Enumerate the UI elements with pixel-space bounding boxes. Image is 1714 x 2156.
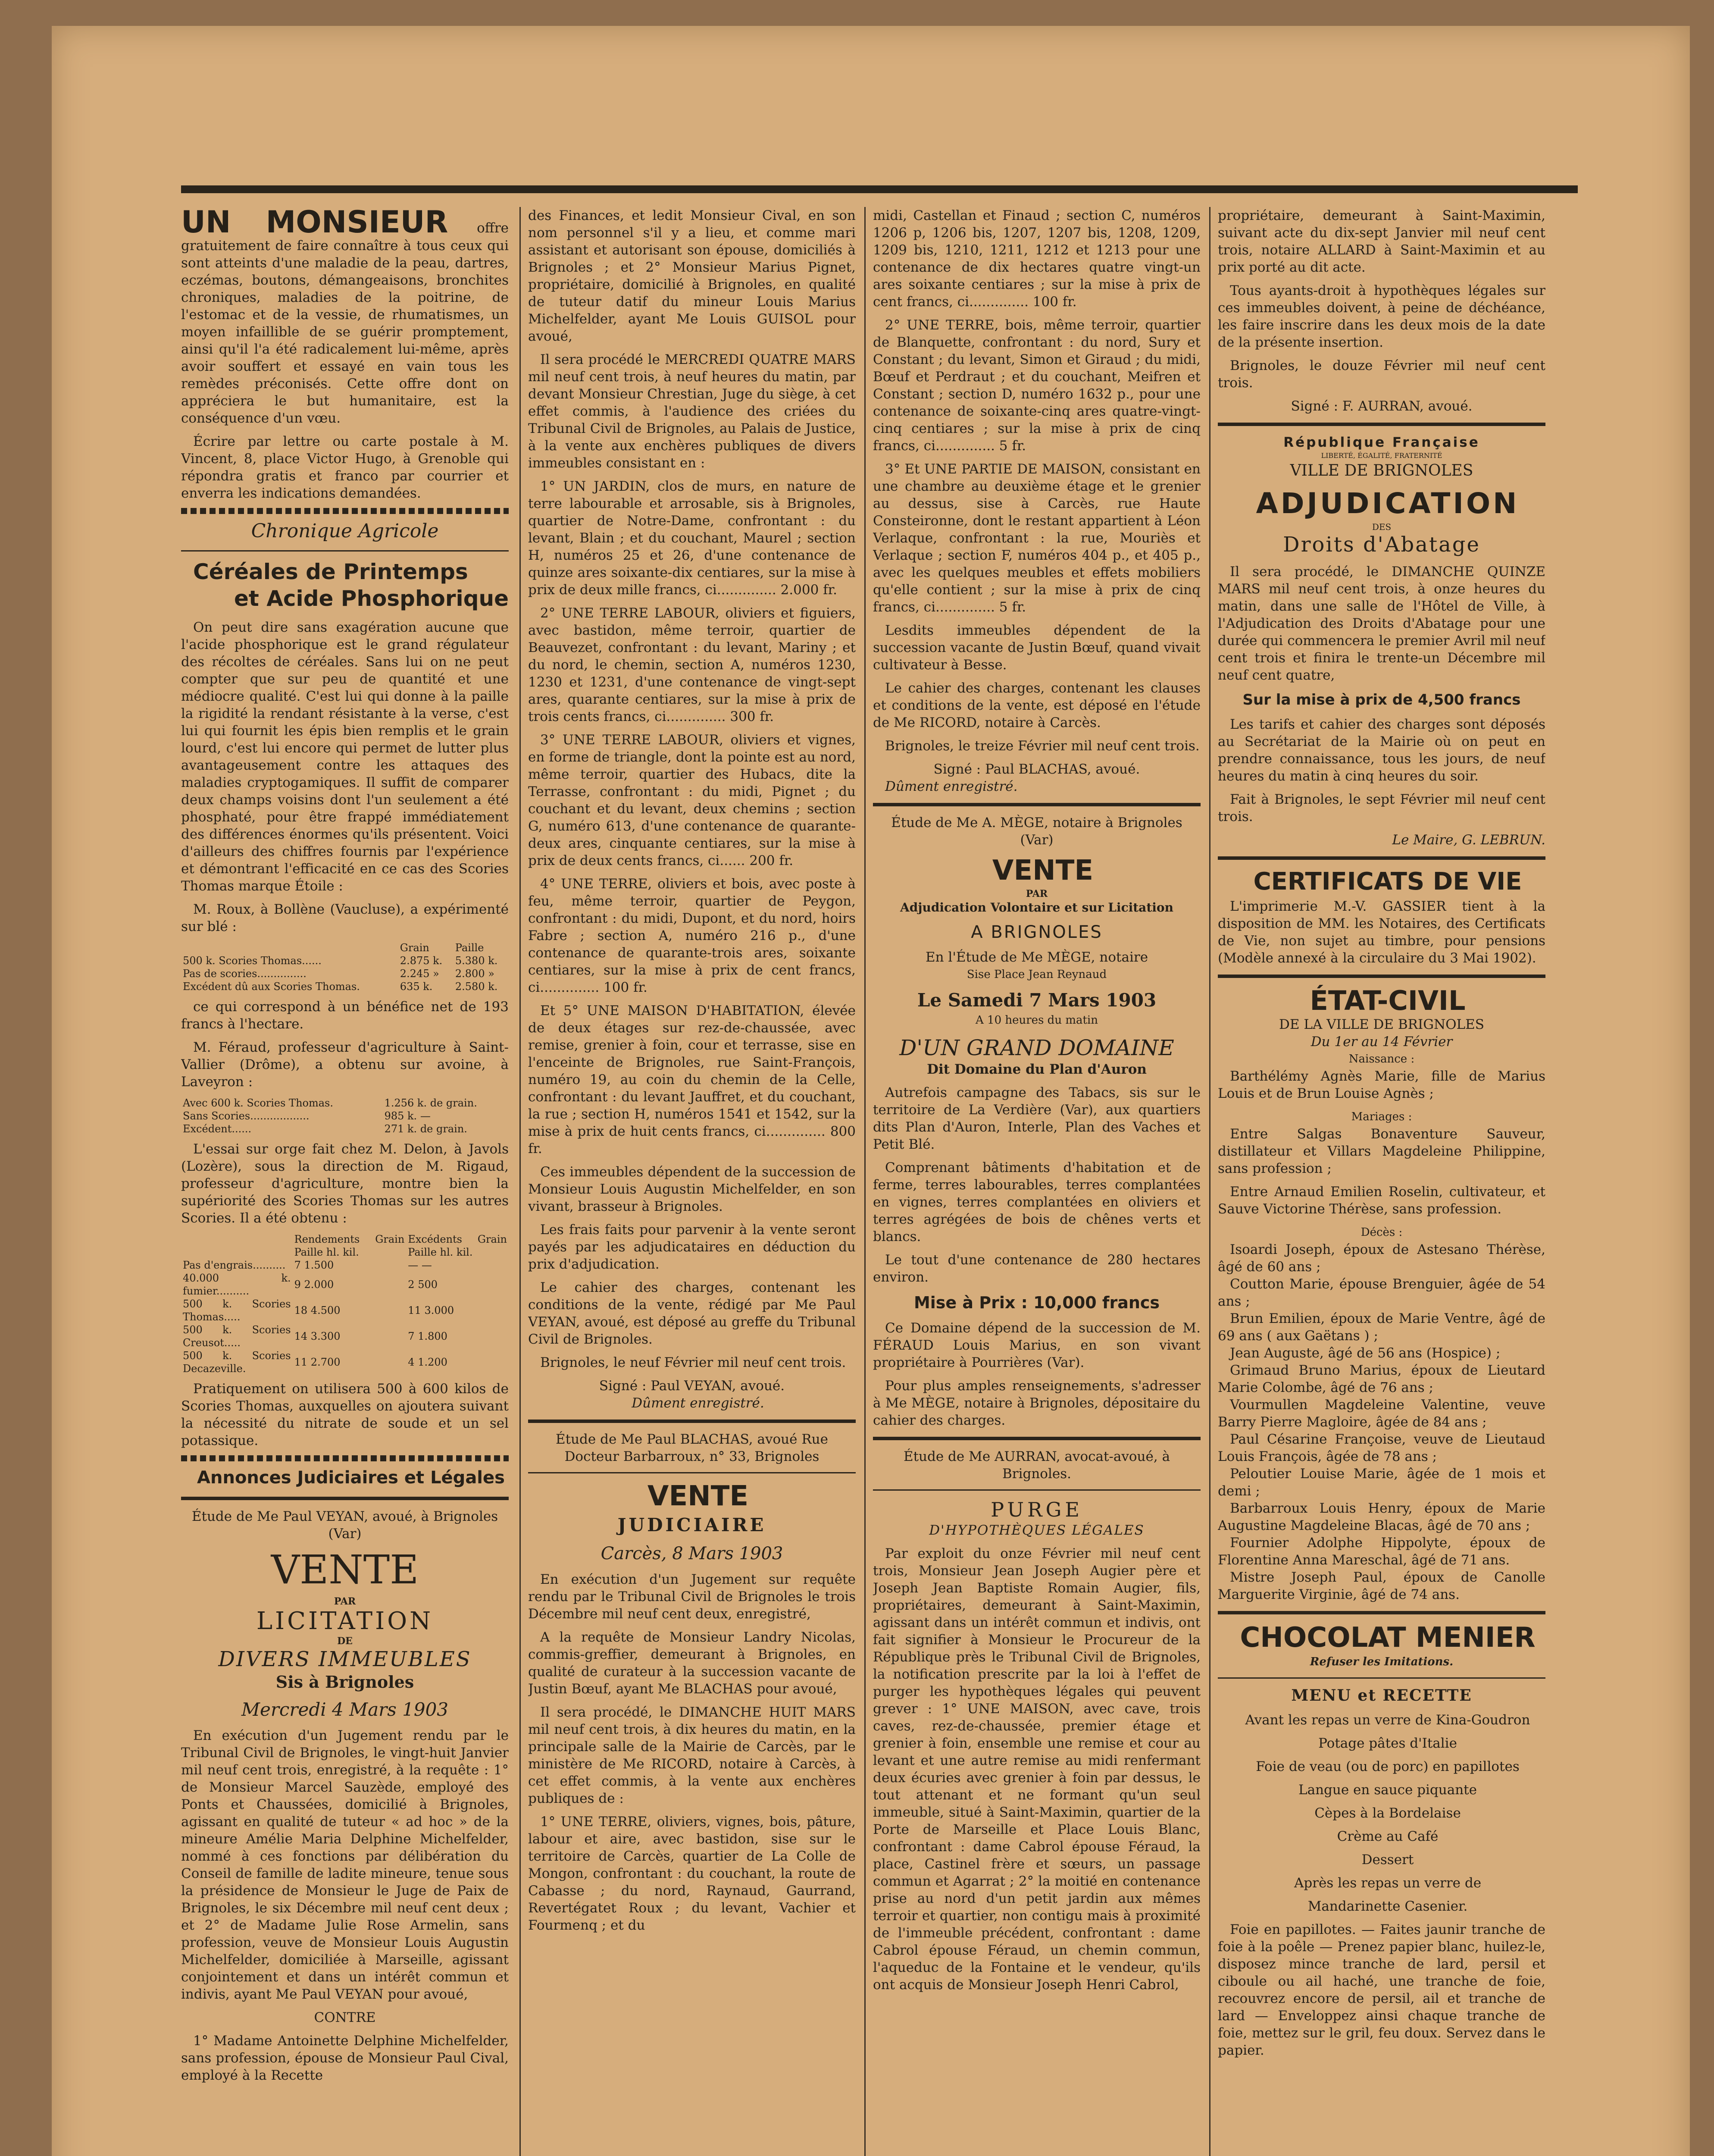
divider	[873, 1489, 1201, 1491]
licitation-paragraph: Le cahier des charges, contenant les conditions de la vente, rédigé par Me Paul VEYAN, avoué, est déposé au greffe du Tribunal Civil de Brignoles.	[528, 1280, 856, 1347]
ornament-divider	[181, 1455, 509, 1461]
naissance-label: Naissance :	[1348, 1053, 1415, 1065]
deces-entry: Coutton Marie, épouse Brenguier, âgée de 54 ans ;	[1218, 1276, 1545, 1309]
lot-paragraph: 3° UNE TERRE LABOUR, oliviers et vignes, en forme de triangle, dont la pointe est au nord, même terroir, quartier des Hubacs, dite la Terrasse, confrontant : du midi, Pignet ; du couchant et du levant, deux chemins ; section G, numéro 613, d'une contenance de quarante-deux ares, cinquante centiares, sur la mise à prix de deux cents francs, ci...... 200 fr.	[528, 732, 856, 868]
lot-paragraph: 4° UNE TERRE, oliviers et bois, avec poste à feu, même terroir, quartier de Peygon, confrontant : du midi, Dupont, et du nord, hoirs Fabre ; section A, numéro 216 p., d'une contenance de quarante-trois ares, soixante centiares, sur la mise à prix de cent francs, ci.............. 100 fr.	[528, 876, 856, 995]
cereales-paragraph: L'essai sur orge fait chez M. Delon, à Javols (Lozère), sous la direction de M. Rigaud, professeur d'agriculture, montre bien la supériorité des Scories Thomas sur les autres Scories. Il a été obtenu :	[181, 1141, 509, 1226]
vente-title: VENTE	[271, 1547, 419, 1593]
lot-continued: midi, Castellan et Finaud ; section C, numéros 1206 p, 1206 bis, 1207, 1207 bis, 1208, 1209, 1209 bis, 1210, 1211, 1212 et 1213 pour une contenance de dix hectares quatre vingt-un ares soixante centiares ; sur la mise à prix de cent francs, ci.............. 100 fr.	[873, 208, 1201, 310]
results-table-delon: Rendements Grain Paille hl. kil. Excédents Grain Paille hl. kil. Pas d'engrais.......... 7 1.500 — — 40.000 k. fumier.......... 9 2.000 2 500 500 k. Scories Thomas..... 18 4.500 11 3.000 500 k. Scories Creusot..... 14 3.300 7 1.800 500 k. Scories Decazeville. 11 2.700 4 1.200	[183, 1233, 507, 1375]
judiciaire-paragraph: A la requête de Monsieur Landry Nicolas, commis-greffier, demeurant à Brignoles, en qualité de curateur à la succession vacante de Justin Bœuf, ayant Me BLACHAS pour avoué,	[528, 1630, 856, 1697]
date-mercredi: Mercredi 4 Mars 1903	[241, 1699, 449, 1720]
heure: A 10 heures du matin	[975, 1014, 1098, 1027]
divider	[181, 1497, 509, 1500]
hypotheques-title: D'HYPOTHÈQUES LÉGALES	[929, 1523, 1145, 1538]
cereales-paragraph: On peut dire sans exagération aucune que l'acide phosphorique est le grand régulateur des récoltes de céréales. Sans lui on ne peut compter que sur peu de quantité et une médiocre qualité. C'est lui qui donne à la paille la rigidité la rendant résistante à la verse, c'est lui qui fournit les épis bien remplis et le grain lourd, c'est lui encore qui permet de lutter plus avantageusement contre les attaques des maladies cryptogamiques. Il suffit de comparer deux champs voisins dont l'un seulement a été phosphaté, pour être frappé immédiatement des différences énormes qu'ils présentent. Voici d'ailleurs des chiffres fournis par l'expérience et démontrant l'efficacité en ce cas des Scories Thomas marque Étoile :	[181, 620, 509, 894]
menu-item: Langue en sauce piquante	[1298, 1782, 1477, 1798]
signature: Signé : Paul BLACHAS, avoué.	[933, 761, 1140, 777]
dit-domaine: Dit Domaine du Plan d'Auron	[927, 1062, 1147, 1077]
domaine-paragraph: Pour plus amples renseignements, s'adresser à Me MÈGE, notaire à Brignoles, dépositaire du cahier des charges.	[873, 1378, 1201, 1428]
cereales-paragraph: Pratiquement on utilisera 500 à 600 kilos de Scories Thomas, auxquelles on ajoutera suivant la nécessité du nitrate de soude et un sel potassique.	[181, 1381, 509, 1448]
maire-signature: Le Maire, G. LEBRUN.	[1392, 832, 1545, 848]
menu-item: Foie de veau (ou de porc) en papillotes	[1256, 1759, 1520, 1774]
licitation-title: LICITATION	[256, 1607, 434, 1635]
monsieur-text: offre gratuitement de faire connaître à tous ceux qui sont atteints d'une maladie de la peau, dartres, eczémas, boutons, démangeaisons, bronchites chroniques, maladies de la poitrine, de l'estomac et de la vessie, de rhumatismes, un moyen infaillible de se guérir promptement, ainsi qu'il l'a été radicalement lui-même, après avoir souffert et essayé en vain tous les remèdes préconisés. Cette offre dont on appréciera le but humanitaire, est la conséquence d'un vœu.	[181, 220, 509, 426]
lot-paragraph: 2° UNE TERRE LABOUR, oliviers et figuiers, avec bastidon, même terroir, quartier de Beauvezet, confrontant : du levant, Mariny ; et du nord, le chemin, section A, numéros 1230, 1230 et 1231, d'une contenance de vingt-sept ares, quarante centiares, sur la mise à prix de trois cents francs, ci.............. 300 fr.	[528, 605, 856, 724]
certificats-title: CERTIFICATS DE VIE	[1253, 868, 1522, 896]
naissance-entry: Barthélémy Agnès Marie, fille de Marius Louis et de Brun Louise Agnès ;	[1218, 1069, 1545, 1101]
mise-a-prix: Mise à Prix : 10,000 francs	[913, 1293, 1160, 1312]
lot-paragraph: 2° UNE TERRE, bois, même terroir, quartier de Blanquette, confrontant : du nord, Sury et Constant ; du levant, Simon et Giraud ; du midi, Bœuf et Perdraut ; et du couchant, Meifren et Constant ; section D, numéro 1632 p., pour une contenance de soixante-cinq ares quatre-vingt-cinq centiares ; sur la mise à prix de cinq francs, ci.............. 5 fr.	[873, 317, 1201, 454]
column-rule	[864, 207, 866, 2156]
par-label: PAR	[334, 1596, 356, 1607]
recette-paragraph: Foie en papillotes. — Faites jaunir tranche de foie à la poêle — Prenez papier blanc, huilez-le, disposez mince tranche de lard, persil et ciboule ou ail haché, une tranche de foie, recouvrez encore de persil, ail et tranche de lard — Enveloppez ainsi chaque tranche de foie, mettez sur le gril, feu doux. Servez dans le papier.	[1218, 1922, 1545, 2058]
grand-domaine: D'UN GRAND DOMAINE	[899, 1035, 1174, 1060]
domaine-paragraph: Ce Domaine dépend de la succession de M. FÉRAUD Louis Marius, en son vivant propriétaire à Pourrières (Var).	[873, 1320, 1201, 1370]
judiciaire-paragraph: Il sera procédé, le DIMANCHE HUIT MARS mil neuf cent trois, à dix heures du matin, en la principale salle de la Mairie de Carcès, par le ministère de Me RICORD, notaire à Carcès, à cet effet commis, à la vente aux enchères publiques de :	[528, 1705, 856, 1806]
contre-label: CONTRE	[314, 2010, 376, 2025]
samedi-date: Le Samedi 7 Mars 1903	[917, 990, 1157, 1011]
deces-entry: Barbarroux Louis Henry, époux de Marie Augustine Magdeleine Blacas, âgé de 70 ans ;	[1218, 1501, 1545, 1533]
mariage-entry: Entre Salgas Bonaventure Sauveur, distillateur et Villars Magdeleine Philippine, sans profession ;	[1218, 1126, 1545, 1176]
deces-entry: Jean Auguste, âgé de 56 ans (Hospice) ;	[1230, 1345, 1501, 1361]
judiciaire-paragraph: Brignoles, le treize Février mil neuf cent trois.	[885, 738, 1200, 754]
monsieur-heading: UN MONSIEUR	[181, 207, 448, 240]
newspaper-page	[52, 26, 1690, 2156]
annonces-title: Annonces Judiciaires et Légales	[197, 1468, 505, 1488]
judiciaire-paragraph: En exécution d'un Jugement sur requête rendu par le Tribunal Civil de Brignoles le trois Décembre mil neuf cent deux, enregistré,	[528, 1572, 856, 1622]
de-label: DE	[337, 1636, 353, 1647]
purge-paragraph: Par exploit du onze Février mil neuf cent trois, Monsieur Jean Joseph Augier père et Joseph Jean Baptiste Romain Augier, fils, propriétaires, demeurant à Saint-Maximin, agissant dans un intérêt commun et indivis, ont fait signifier à Monsieur le Procureur de la République près le Tribunal Civil de Brignoles, la notification prescrite par la loi à l'effet de purger les hypothèques légales qui peuvent grever : 1° UNE MAISON, avec cave, trois caves, rez-de-chaussée, premier étage et grenier à foin, ensemble une remise et cour au levant et une autre remise au midi renfermant deux écuries avec grenier à foin par dessus, le tout attenant et ne formant qu'un seul immeuble, situé à Saint-Maximin, quartier de la Porte de Marseille et Place Louis Blanc, confrontant : dame Cabrol épouse Féraud, la place, Castinel frère et sœurs, un passage commun et Agarrat ; 2° la moitié en contenance prise au nord d'un petit jardin aux mêmes terroir et quartier, non contigu mais à proximité de l'immeuble précédent, confrontant : dame Cabrol épouse Féraud, un chemin commun, l'aqueduc de la Fontaine et le vendeur, qu'ils ont acquis de Monsieur Joseph Henri Cabrol,	[873, 1546, 1201, 1993]
column-rule	[519, 207, 521, 2156]
lot-paragraph: 1° UN JARDIN, clos de murs, en nature de terre labourable et arrosable, sis à Brignoles, quartier de Notre-Dame, confrontant : du levant, Blain ; et du couchant, Maurel ; section H, numéros 25 et 26, d'une contenance de quinze ares soixante-dix centiares, sur la mise à prix de deux mille francs, ci.............. 2.000 fr.	[528, 479, 856, 598]
menu-item: Après les repas un verre de	[1294, 1875, 1482, 1891]
purge-paragraph: Brignoles, le douze Février mil neuf cent trois.	[1218, 358, 1545, 391]
chocolat-menier: CHOCOLAT MENIER	[1240, 1622, 1536, 1654]
menu-item: Dessert	[1361, 1852, 1414, 1868]
adjudication-line: Adjudication Volontaire et sur Licitation	[900, 900, 1173, 915]
etat-civil-period: Du 1er au 14 Février	[1311, 1034, 1453, 1050]
certificats-paragraph: L'imprimerie M.-V. GASSIER tient à la disposition de MM. les Notaires, des Certificats de Vie, non sujet au timbre, pour pensions (Modèle annexé à la circulaire du 3 Mai 1902).	[1218, 899, 1545, 966]
adjudication-paragraph: Fait à Brignoles, le sept Février mil neuf cent trois.	[1218, 792, 1545, 824]
domaine-paragraph: Autrefois campagne des Tabacs, sis sur le territoire de La Verdière (Var), aux quartiers dits Plan d'Auron, Interle, Plan des Vaches et Petit Blé.	[873, 1085, 1201, 1152]
judiciaire-paragraph: Le cahier des charges, contenant les clauses et conditions de la vente, est déposé en l'étude de Me RICORD, notaire à Carcès.	[873, 680, 1201, 730]
judiciaire-title: JUDICIAIRE	[617, 1514, 766, 1536]
menu-item: Avant les repas un verre de Kina-Goudron	[1245, 1712, 1530, 1728]
licitation-paragraph: Il sera procédé le MERCREDI QUATRE MARS mil neuf cent trois, à neuf heures du matin, par devant Monsieur Chrestian, Juge du siège, à cet effet commis, à l'audience des criées du Tribunal Civil de Brignoles, au Palais de Justice, à la vente aux enchères publiques de divers immeubles consistant en :	[528, 352, 856, 471]
deces-entry: Mistre Joseph Paul, époux de Canolle Marguerite Virginie, âgé de 74 ans.	[1218, 1570, 1545, 1602]
column-1	[181, 207, 509, 2156]
deces-entry: Peloutier Louise Marie, âgée de 1 mois et demi ;	[1218, 1466, 1545, 1499]
ville-brignoles: VILLE DE BRIGNOLES	[1290, 462, 1473, 479]
cereales-paragraph: M. Roux, à Bollène (Vaucluse), a expérimenté sur blé :	[181, 902, 509, 934]
menu-item: Crème au Café	[1337, 1829, 1439, 1844]
licitation-paragraph: En exécution d'un Jugement rendu par le Tribunal Civil de Brignoles, le vingt-huit Janvier mil neuf cent trois, enregistré, à la requête : 1° de Monsieur Marcel Sauzède, employé des Ponts et Chaussées, domicilié à Brignoles, agissant en qualité de tuteur « ad hoc » de la mineure Amélie Maria Delphine Michelfelder, nommé à ces fonctions par délibération du Conseil de famille de ladite mineure, tenue sous la présidence de Monsieur le Juge de Paix de Brignoles, le six Décembre mil neuf cent deux ; et 2° de Madame Julie Rose Armelin, sans profession, veuve de Monsieur Louis Augustin Michelfelder, domiciliée à Marseille, agissant conjointement et dans un intérêt commun et indivis, ayant Me Paul VEYAN pour avoué,	[181, 1728, 509, 2002]
column-3	[873, 207, 1201, 2156]
judiciaire-paragraph: Lesdits immeubles dépendent de la succession vacante de Justin Bœuf, quand vivait cultivateur à Besse.	[873, 623, 1201, 673]
divider	[1218, 975, 1545, 978]
mariage-entry: Entre Arnaud Emilien Roselin, cultivateur, et Sauve Victorine Thérèse, sans profession.	[1218, 1184, 1545, 1217]
purge-title: PURGE	[991, 1498, 1083, 1521]
adjudication-paragraph: Les tarifs et cahier des charges sont déposés au Secrétariat de la Mairie où on peut en prendre connaissance, tous les jours, de neuf heures du matin à cinq heures du soir.	[1218, 717, 1545, 784]
date-carces: Carcès, 8 Mars 1903	[601, 1544, 783, 1564]
purge-continued: propriétaire, demeurant à Saint-Maximin, suivant acte du dix-sept Janvier mil neuf cent trois, notaire ALLARD à Saint-Maximin et au prix porté au dit acte.	[1218, 208, 1545, 275]
deces-entry: Grimaud Bruno Marius, époux de Lieutard Marie Colombe, âgé de 76 ans ;	[1218, 1363, 1545, 1395]
etude-aurran: Étude de Me AURRAN, avocat-avoué, à Brignoles.	[903, 1449, 1170, 1482]
republique-francaise: République Française	[1283, 435, 1480, 450]
sis-brignoles: Sis à Brignoles	[275, 1672, 414, 1692]
devise: LIBERTÉ, ÉGALITÉ, FRATERNITÉ	[1321, 451, 1442, 460]
cereales-paragraph: ce qui correspond à un bénéfice net de 193 francs à l'hectare.	[181, 999, 509, 1032]
column-2	[528, 207, 856, 2156]
par-label: PAR	[1026, 888, 1048, 899]
etude-mege: Étude de Me A. MÈGE, notaire à Brignoles (Var)	[891, 815, 1182, 848]
domaine-paragraph: Comprenant bâtiments d'habitation et de ferme, terres labourables, terres complantées en vignes, terres complantées en oliviers et terres agrégées de bois de chênes verts et blancs.	[873, 1160, 1201, 1244]
enregistre: Dûment enregistré.	[885, 779, 1018, 794]
mariages-label: Mariages :	[1351, 1110, 1412, 1123]
licitation-paragraph: Brignoles, le neuf Février mil neuf cent trois.	[540, 1355, 846, 1370]
menu-item: Potage pâtes d'Italie	[1318, 1736, 1457, 1751]
results-table-roux: Grain Paille 500 k. Scories Thomas...... 2.875 k. 5.380 k. Pas de scories............... 2.245 » 2.800 » Excédent dû aux Scories Thomas. 635 k. 2.580 k.	[183, 942, 498, 993]
column-4	[1218, 207, 1545, 2156]
licitation-paragraph: 1° Madame Antoinette Delphine Michelfelder, sans profession, épouse de Monsieur Paul Cival, employé à la Recette	[181, 2033, 509, 2083]
top-rule	[181, 185, 1578, 193]
des-label: DES	[1372, 522, 1392, 532]
deces-entry: Vourmullen Magdeleine Valentine, veuve Barry Pierre Magloire, âgée de 84 ans ;	[1218, 1397, 1545, 1430]
cereales-title-2: et Acide Phosphorique	[234, 586, 509, 611]
chronique-title: Chronique Agricole	[251, 520, 439, 542]
menu-item: Cèpes à la Bordelaise	[1314, 1805, 1461, 1821]
vente-title: VENTE	[647, 1480, 749, 1512]
droits-abatage: Droits d'Abatage	[1283, 533, 1480, 557]
lot-paragraph: 1° UNE TERRE, oliviers, vignes, bois, pâture, labour et aire, avec bastidon, sise sur le territoire de Carcès, quartier de La Colle de Mongon, confrontant : du couchant, la route de Cabasse ; du nord, Raynaud, Gaurrand, Revertégatet Roux ; du levant, Vachier et Fourmenq ; et du	[528, 1814, 856, 1933]
divider	[528, 1472, 856, 1473]
en-etude: En l'Étude de Me MÈGE, notaire	[925, 950, 1148, 965]
etude-blachas: Étude de Me Paul BLACHAS, avoué Rue Docteur Barbarroux, n° 33, Brignoles	[556, 1432, 828, 1464]
monsieur-address: Écrire par lettre ou carte postale à M. Vincent, 8, place Victor Hugo, à Grenoble qui répondra gratis et franco par courrier et enverra les indications demandées.	[181, 434, 509, 501]
domaine-paragraph: Le tout d'une contenance de 280 hectares environ.	[873, 1252, 1201, 1285]
cereales-title-1: Céréales de Printemps	[193, 559, 468, 584]
divider	[1218, 423, 1545, 426]
results-table-feraud: Avec 600 k. Scories Thomas. 1.256 k. de grain. Sans Scories.................. 985 k. — Excédent...... 271 k. de grain.	[183, 1097, 477, 1135]
deces-entry: Brun Emilien, époux de Marie Ventre, âgé de 69 ans ( aux Gaëtans ) ;	[1218, 1311, 1545, 1344]
licitation-continued: des Finances, et ledit Monsieur Cival, en son nom personnel s'il y a lieu, et comme mari assistant et autorisant son épouse, domiciliés à Brignoles ; et 2° Monsieur Marius Pignet, propriétaire, domicilié à Brignoles, en qualité de tuteur datif du mineur Louis Marius Michelfelder, ayant Me Louis GUISOL pour avoué,	[528, 208, 856, 344]
etude-veyan: Étude de Me Paul VEYAN, avoué, à Brignoles (Var)	[191, 1509, 498, 1542]
divider	[873, 1437, 1201, 1440]
licitation-paragraph: Ces immeubles dépendent de la succession de Monsieur Louis Augustin Michelfelder, en son vivant, brasseur à Brignoles.	[528, 1164, 856, 1214]
refuser-imitations: Refuser les Imitations.	[1310, 1655, 1454, 1668]
divider	[1218, 1677, 1545, 1679]
divider	[181, 550, 509, 552]
purge-paragraph: Tous ayants-droit à hypothèques légales sur ces immeubles doivent, à peine de déchéance, les faire inscrire dans les deux mois de la date de la présente insertion.	[1218, 283, 1545, 350]
licitation-paragraph: Les frais faits pour parvenir à la vente seront payés par les adjudicataires en déduction du prix d'adjudication.	[528, 1222, 856, 1272]
divider	[873, 803, 1201, 806]
lot-paragraph: 3° Et UNE PARTIE DE MAISON, consistant en une chambre au deuxième étage et le grenier au dessus, sise à Carcès, rue Haute Consteironne, dont le restant appartient à Léon Verlaque, confrontant : la rue, Mouriès et Verlaque ; section F, numéros 404 p., et 405 p., avec les quelques meubles et effets mobiliers qu'elle contient ; sur la mise à prix de cinq francs, ci.............. 5 fr.	[873, 461, 1201, 615]
adjudication-paragraph: Il sera procédé, le DIMANCHE QUINZE MARS mil neuf cent trois, à onze heures du matin, dans une salle de l'Hôtel de Ville, à l'Adjudication des Droits d'Abatage pour une durée qui commencera le premier Avril mil neuf cent trois et finira le trente-un Décembre mil neuf cent quatre,	[1218, 564, 1545, 683]
divers-immeubles: DIVERS IMMEUBLES	[218, 1647, 472, 1671]
menu-item: Mandarinette Casenier.	[1307, 1899, 1468, 1914]
etat-civil-subtitle: DE LA VILLE DE BRIGNOLES	[1279, 1017, 1484, 1032]
deces-label: Décès :	[1361, 1226, 1403, 1239]
lot-paragraph: Et 5° UNE MAISON D'HABITATION, élevée de deux étages sur rez-de-chaussée, avec remise, grenier à foin, cour et terrasse, sise en l'enceinte de Brignoles, rue Saint-François, numéro 19, au coin du chemin de la Celle, confrontant : du levant Jauffret, et du couchant, la rue ; section H, numéros 1541 et 1542, sur la mise à prix de huit cents francs, ci.............. 800 fr.	[528, 1003, 856, 1156]
deces-entry: Fournier Adolphe Hippolyte, époux de Florentine Anna Mareschal, âgé de 71 ans.	[1218, 1535, 1545, 1568]
vente-title: VENTE	[992, 855, 1094, 887]
a-brignoles: A BRIGNOLES	[971, 922, 1103, 942]
enregistre: Dûment enregistré.	[632, 1395, 764, 1411]
etat-civil-title: ÉTAT-CIVIL	[1310, 985, 1466, 1016]
deces-entry: Paul Césarine Françoise, veuve de Lieutaud Louis François, âgée de 78 ans ;	[1218, 1432, 1545, 1464]
ornament-divider	[181, 508, 509, 514]
deces-entry: Isoardi Joseph, époux de Astesano Thérèse, âgé de 60 ans ;	[1218, 1242, 1545, 1275]
menu-title: MENU et RECETTE	[1291, 1686, 1472, 1705]
divider	[1218, 1611, 1545, 1614]
sise-place: Sise Place Jean Reynaud	[966, 968, 1107, 981]
signature: Signé : Paul VEYAN, avoué.	[599, 1378, 785, 1394]
column-rule	[1209, 207, 1210, 2156]
cereales-paragraph: M. Féraud, professeur d'agriculture à Saint-Vallier (Drôme), a obtenu sur avoine, à Laveyron :	[181, 1040, 509, 1090]
divider	[528, 1420, 856, 1423]
signature: Signé : F. AURRAN, avoué.	[1291, 398, 1473, 414]
adjudication-title: ADJUDICATION	[1256, 487, 1520, 520]
mise-prix: Sur la mise à prix de 4,500 francs	[1242, 691, 1521, 708]
divider	[1218, 856, 1545, 860]
